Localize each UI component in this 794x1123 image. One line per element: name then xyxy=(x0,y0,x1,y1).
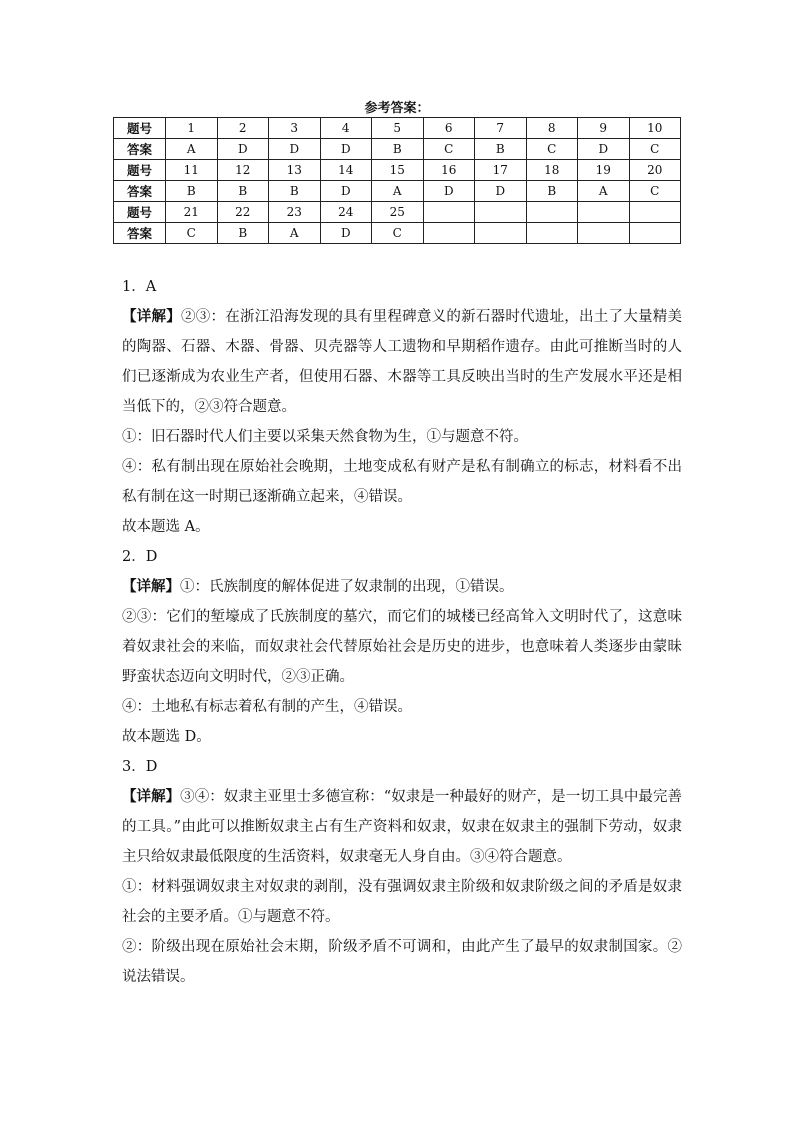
table-cell xyxy=(629,202,681,223)
paragraph-text: ④：土地私有标志着私有制的产生，④错误。 xyxy=(122,699,412,715)
table-cell xyxy=(629,223,681,244)
table-row xyxy=(114,223,681,244)
table-row xyxy=(114,118,681,139)
table-cell: 4 xyxy=(320,118,372,139)
explanation-paragraph xyxy=(122,452,682,512)
explanation-paragraph xyxy=(122,602,682,692)
table-cell: C xyxy=(629,139,681,160)
table-cell: 15 xyxy=(372,160,424,181)
explanation-paragraph xyxy=(122,512,682,542)
table-cell: 8 xyxy=(526,118,578,139)
table-cell: 19 xyxy=(578,160,630,181)
paragraph-text: ②③：在浙江沿海发现的具有里程碑意义的新石器时代遗址，出土了大量精美的陶器、石器、木器、骨器、贝壳器等人工遗物和早期稻作遗存。由此可推断当时的人们已逐渐成为农业生产者，但使用石器、木器等工具反映出当时的生产发展水平还是相当低下的，②③符合题意。 xyxy=(122,309,683,415)
table-cell: A xyxy=(269,223,321,244)
answer-table xyxy=(113,117,681,244)
table-cell: A xyxy=(372,181,424,202)
table-cell: D xyxy=(217,139,269,160)
table-cell xyxy=(526,223,578,244)
table-cell: 9 xyxy=(578,118,630,139)
table-cell: D xyxy=(320,181,372,202)
detail-tag: 【详解】 xyxy=(122,789,181,805)
row-label: 答案 xyxy=(114,223,166,244)
paragraph-text: ②③：它们的堑壕成了氏族制度的墓穴，而它们的城楼已经高耸入文明时代了，这意味着奴隶社会的来临，而奴隶社会代替原始社会是历史的进步，也意味着人类逐步由蒙昧野蛮状态迈向文明时代，②③正确。 xyxy=(122,609,682,685)
table-cell: 16 xyxy=(423,160,475,181)
table-cell xyxy=(475,202,527,223)
detail-tag: 【详解】 xyxy=(122,579,180,595)
table-row xyxy=(114,202,681,223)
table-cell: 5 xyxy=(372,118,424,139)
table-cell: 25 xyxy=(372,202,424,223)
paragraph-text: 故本题选 D。 xyxy=(122,729,211,745)
table-cell: B xyxy=(475,139,527,160)
table-cell: C xyxy=(372,223,424,244)
paragraph-text: ①：氏族制度的解体促进了奴隶制的出现，①错误。 xyxy=(180,579,514,595)
paragraph-text: ①：材料强调奴隶主对奴隶的剥削，没有强调奴隶主阶级和奴隶阶级之间的矛盾是奴隶社会的主要矛盾。①与题意不符。 xyxy=(122,879,682,925)
question-number: 2．D xyxy=(122,549,158,565)
paragraph-text: 故本题选 A。 xyxy=(122,519,210,535)
table-cell: C xyxy=(423,139,475,160)
explanation-paragraph xyxy=(122,302,682,422)
table-cell: 12 xyxy=(217,160,269,181)
row-label: 答案 xyxy=(114,139,166,160)
explanation-paragraph xyxy=(122,572,682,602)
table-cell: 24 xyxy=(320,202,372,223)
table-cell: C xyxy=(526,139,578,160)
table-cell: 3 xyxy=(269,118,321,139)
row-label: 题号 xyxy=(114,202,166,223)
question-number: 3．D xyxy=(122,759,158,775)
table-row xyxy=(114,181,681,202)
table-cell: 10 xyxy=(629,118,681,139)
table-cell xyxy=(526,202,578,223)
table-cell: B xyxy=(166,181,218,202)
paragraph-text: ②：阶级出现在原始社会末期，阶级矛盾不可调和，由此产生了最早的奴隶制国家。②说法错误。 xyxy=(122,939,682,985)
table-row xyxy=(114,160,681,181)
table-cell: 17 xyxy=(475,160,527,181)
table-cell: A xyxy=(166,139,218,160)
table-cell: 20 xyxy=(629,160,681,181)
question-number: 1．A xyxy=(122,279,157,295)
table-cell: 14 xyxy=(320,160,372,181)
table-cell: 18 xyxy=(526,160,578,181)
table-cell: B xyxy=(269,181,321,202)
table-cell xyxy=(423,202,475,223)
table-cell: D xyxy=(320,139,372,160)
table-cell: 21 xyxy=(166,202,218,223)
table-cell: B xyxy=(372,139,424,160)
table-cell: D xyxy=(423,181,475,202)
table-cell: B xyxy=(526,181,578,202)
table-cell: D xyxy=(320,223,372,244)
paragraph-text: ④：私有制出现在原始社会晚期，土地变成私有财产是私有制确立的标志，材料看不出私有制在这一时期已逐渐确立起来，④错误。 xyxy=(122,459,682,505)
table-cell: B xyxy=(217,181,269,202)
table-cell: C xyxy=(166,223,218,244)
explanation-paragraph xyxy=(122,422,682,452)
row-label: 题号 xyxy=(114,160,166,181)
table-cell xyxy=(578,223,630,244)
explanation-paragraph xyxy=(122,782,682,872)
table-cell: 23 xyxy=(269,202,321,223)
table-cell xyxy=(475,223,527,244)
detail-tag: 【详解】 xyxy=(122,309,181,325)
row-label: 题号 xyxy=(114,118,166,139)
table-cell: 11 xyxy=(166,160,218,181)
table-cell: D xyxy=(578,139,630,160)
table-cell: D xyxy=(269,139,321,160)
paragraph-text: ③④：奴隶主亚里士多德宣称：“奴隶是一种最好的财产，是一切工具中最完善的工具。”由此可以推断奴隶主占有生产资料和奴隶，奴隶在奴隶主的强制下劳动，奴隶主只给奴隶最低限度的生活资料，奴隶毫无人身自由。③④符合题意。 xyxy=(122,789,682,865)
table-cell: C xyxy=(629,181,681,202)
explanation-paragraph xyxy=(122,722,682,752)
table-cell: 1 xyxy=(166,118,218,139)
table-cell xyxy=(423,223,475,244)
table-cell: 22 xyxy=(217,202,269,223)
table-cell: 6 xyxy=(423,118,475,139)
table-cell: 7 xyxy=(475,118,527,139)
table-cell: D xyxy=(475,181,527,202)
table-cell: 2 xyxy=(217,118,269,139)
row-label: 答案 xyxy=(114,181,166,202)
paragraph-text: ①：旧石器时代人们主要以采集天然食物为生，①与题意不符。 xyxy=(122,429,528,445)
table-cell: A xyxy=(578,181,630,202)
table-cell: 13 xyxy=(269,160,321,181)
explanations xyxy=(122,272,682,992)
table-cell: B xyxy=(217,223,269,244)
explanation-paragraph xyxy=(122,872,682,932)
explanation-paragraph xyxy=(122,692,682,722)
explanation-paragraph xyxy=(122,932,682,992)
table-row xyxy=(114,139,681,160)
table-cell xyxy=(578,202,630,223)
answers-title: 参考答案： xyxy=(364,101,430,116)
